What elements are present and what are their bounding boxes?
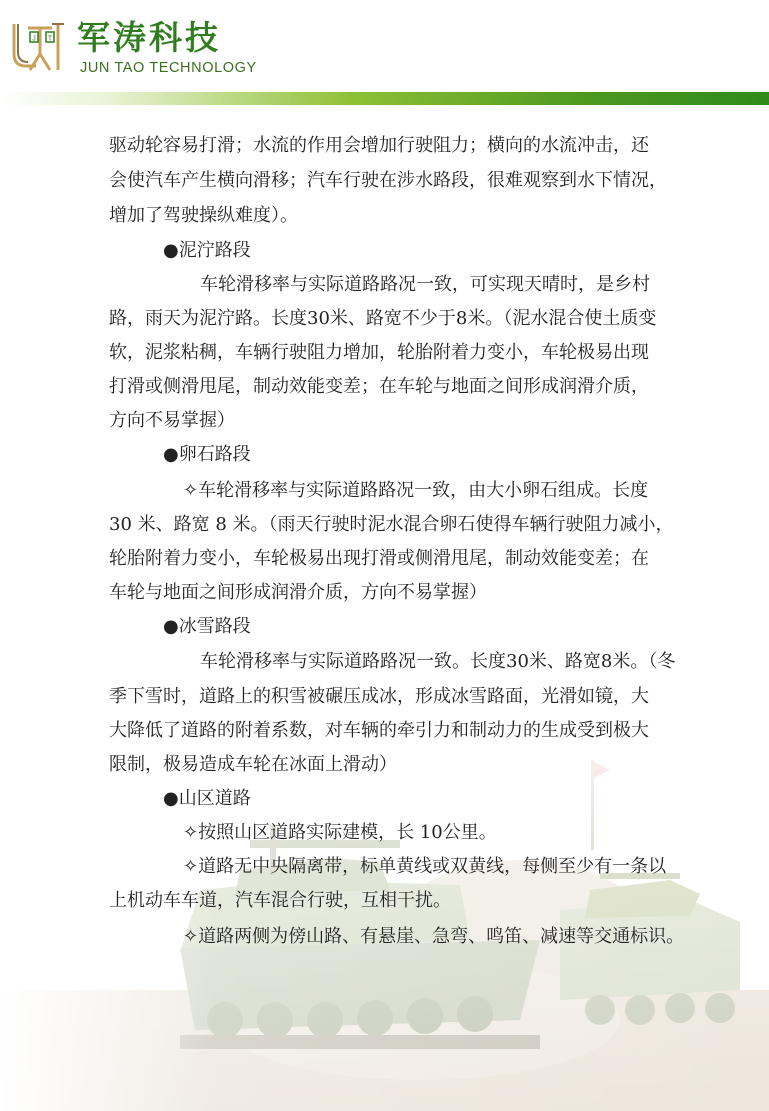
section-heading-cobblestone-road: ●卵石路段: [163, 444, 251, 465]
paragraph-line: 方向不易掌握）: [109, 410, 235, 431]
paragraph-line: 车轮滑移率与实际道路路况一致。长度30米、路宽8米。（冬: [200, 651, 676, 672]
company-name-en: JUN TAO TECHNOLOGY: [80, 60, 257, 76]
paragraph-line: ✧道路无中央隔离带，标单黄线或双黄线，每侧至少有一条以: [183, 856, 667, 877]
paragraph-line: 限制，极易造成车轮在冰面上滑动）: [109, 754, 397, 775]
svg-text:T: T: [47, 35, 53, 43]
paragraph-line: 轮胎附着力变小，车轮极易出现打滑或侧滑甩尾，制动效能变差；在: [109, 548, 649, 569]
paragraph-line: 驱动轮容易打滑；水流的作用会增加行驶阻力；横向的水流冲击，还: [109, 135, 649, 156]
section-heading-ice-snow-road: ●冰雪路段: [163, 616, 251, 637]
paragraph-line: 车轮滑移率与实际道路路况一致，可实现天晴时，是乡村: [200, 274, 650, 295]
paragraph-line: ✧按照山区道路实际建模，长 10公里。: [183, 822, 497, 843]
svg-text:J: J: [32, 35, 36, 43]
paragraph-line: 路，雨天为泥泞路。长度30米、路宽不少于8米。（泥水混合使土质变: [109, 308, 657, 329]
company-name-cn: 军涛科技: [77, 18, 221, 57]
section-heading-muddy-road: ●泥泞路段: [163, 240, 251, 261]
paragraph-line: ✧车轮滑移率与实际道路路况一致，由大小卵石组成。长度: [183, 480, 649, 501]
paragraph-line: 增加了驾驶操纵难度）。: [109, 205, 298, 226]
paragraph-line: 上机动车车道，汽车混合行驶，互相干扰。: [109, 890, 451, 911]
paragraph-line: 会使汽车产生横向滑移；汽车行驶在涉水路段，很难观察到水下情况，: [109, 170, 667, 191]
paragraph-line: 软，泥浆粘稠，车辆行驶阻力增加，轮胎附着力变小，车轮极易出现: [109, 342, 649, 363]
paragraph-line: 季下雪时，道路上的积雪被碾压成冰，形成冰雪路面，光滑如镜，大: [109, 686, 649, 707]
section-heading-mountain-road: ●山区道路: [163, 788, 251, 809]
paragraph-line: 30 米、路宽 8 米。（雨天行驶时泥水混合卵石使得车辆行驶阻力减小，: [109, 514, 674, 535]
paragraph-line: 打滑或侧滑甩尾，制动效能变差；在车轮与地面之间形成润滑介质，: [109, 376, 649, 397]
paragraph-line: 车轮与地面之间形成润滑介质，方向不易掌握）: [109, 582, 487, 603]
paragraph-line: ✧道路两侧为傍山路、有悬崖、急弯、鸣笛、减速等交通标识。: [183, 926, 685, 947]
paragraph-line: 大降低了道路的附着系数，对车辆的牵引力和制动力的生成受到极大: [109, 720, 649, 741]
